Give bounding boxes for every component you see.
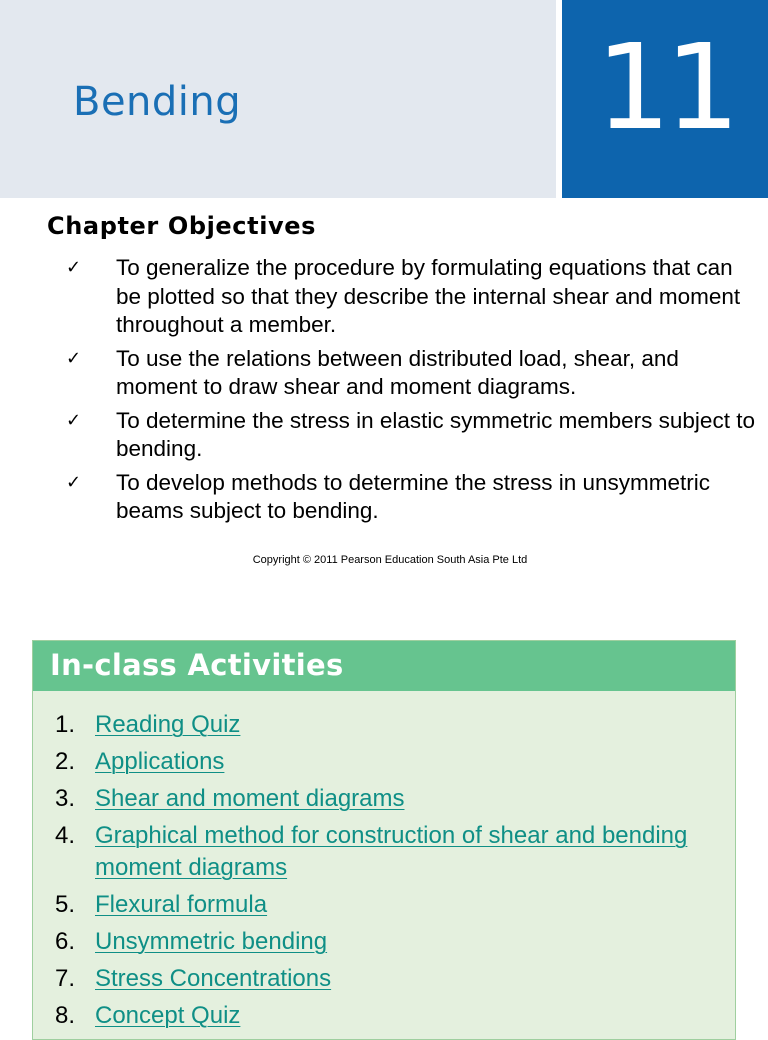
activity-link-concept-quiz[interactable]: Concept Quiz: [95, 1001, 241, 1029]
activity-link-shear-moment-diagrams[interactable]: Shear and moment diagrams: [95, 785, 405, 812]
activity-link-flexural-formula[interactable]: Flexural formula: [95, 890, 268, 918]
activities-panel: [32, 640, 736, 1040]
objective-text: To use the relations between distributed load, shear, and moment to draw shear and moment diagrams.: [116, 345, 679, 399]
objective-item: [66, 254, 756, 340]
activities-list: [55, 709, 715, 1037]
list-item: [55, 889, 715, 921]
activity-number: 6.: [55, 927, 76, 955]
activity-link-stress-concentrations[interactable]: Stress Concentrations: [95, 964, 332, 992]
activity-number: 2.: [55, 748, 76, 775]
activity-link-reading-quiz[interactable]: Reading Quiz: [95, 711, 241, 738]
list-item: [55, 820, 715, 883]
check-icon: ✓: [66, 471, 82, 493]
check-icon: ✓: [66, 257, 82, 278]
chapter-number: 11: [595, 18, 735, 156]
activity-link-unsymmetric-bending[interactable]: Unsymmetric bending: [95, 927, 328, 955]
copyright-notice: Copyright © 2011 Pearson Education South Asia Pte Ltd: [252, 554, 528, 566]
activities-title: In-class Activities: [50, 648, 344, 682]
activity-number: 1.: [55, 711, 76, 738]
activity-number: 7.: [55, 964, 76, 992]
objectives-list: [66, 254, 756, 531]
list-item: [55, 963, 715, 995]
list-item: [55, 746, 715, 778]
check-icon: ✓: [66, 347, 82, 369]
chapter-number-box: [562, 0, 768, 198]
activity-number: 8.: [55, 1001, 76, 1029]
activity-link-graphical-method[interactable]: Graphical method for construction of shear and bending moment diagrams: [95, 822, 688, 881]
objective-item: [66, 469, 756, 526]
objective-item: [66, 345, 756, 402]
chapter-title: Bending: [73, 79, 242, 125]
activity-number: 4.: [55, 822, 76, 849]
activities-header: [33, 641, 735, 691]
activity-number: 3.: [55, 785, 76, 812]
objective-text: To generalize the procedure by formulating equations that can be plotted so that they describe the internal shear and moment throughout a member.: [116, 255, 741, 337]
list-item: [55, 926, 715, 958]
objective-text: To develop methods to determine the stress in unsymmetric beams subject to bending.: [116, 469, 711, 523]
list-item: [55, 783, 715, 815]
list-item: [55, 709, 715, 741]
activity-number: 5.: [55, 890, 76, 918]
objective-item: [66, 407, 756, 464]
activity-link-applications[interactable]: Applications: [95, 748, 225, 775]
check-icon: ✓: [66, 409, 82, 431]
chapter-header-band: [0, 0, 556, 198]
objective-text: To determine the stress in elastic symmetric members subject to bending.: [116, 407, 755, 461]
list-item: [55, 1000, 715, 1032]
objectives-heading: Chapter Objectives: [47, 212, 317, 240]
